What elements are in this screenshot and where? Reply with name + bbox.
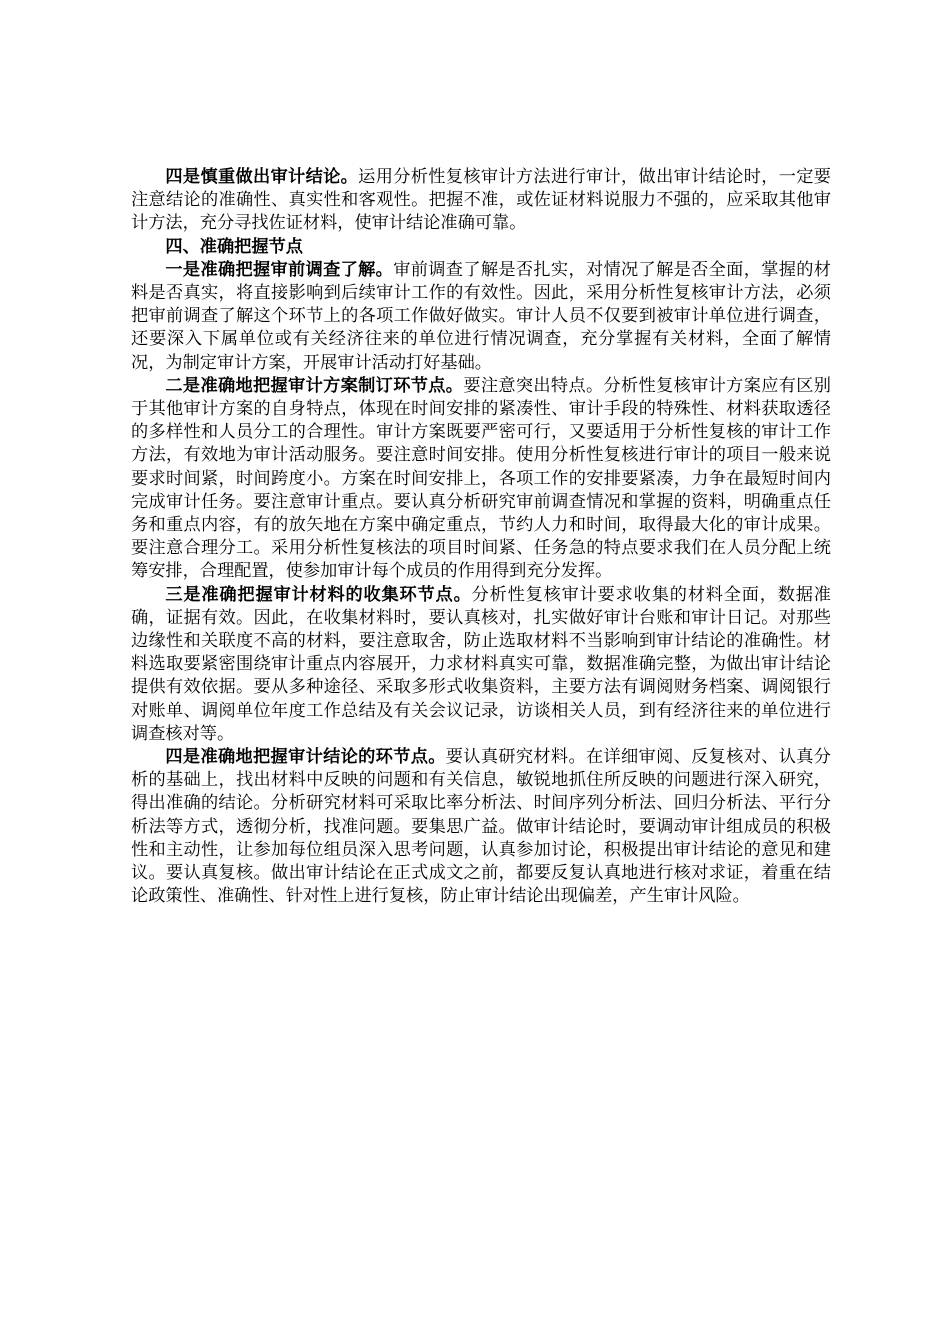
paragraph-lead: 一是准确把握审前调查了解。 bbox=[165, 259, 394, 280]
paragraph-text: 运用分析性复核审计方法进行审计，做出审计结论时，一定要注意结论的准确性、真实性和客观性。把握不准，或佐证材料说服力不强的，应采取其他审计方法，充分寻找佐证材料，使审计结论准确可靠。 bbox=[131, 167, 831, 234]
document-page bbox=[131, 166, 831, 909]
paragraph-lead: 四是准确地把握审计结论的环节点。 bbox=[165, 747, 446, 768]
paragraph-audit-conclusion bbox=[131, 746, 831, 908]
paragraph-material-collection bbox=[131, 584, 831, 746]
paragraph-text: 分析性复核审计要求收集的材料全面，数据准确，证据有效。因此，在收集材料时，要认真核对，扎实做好审计台账和审计日记。对那些边缘性和关联度不高的材料，要注意取舍，防止选取材料不当影响到审计结论的准确性。材料选取要紧密围绕审计重点内容展开，力求材料真实可靠，数据准确完整，为做出审计结论提供有效依据。要从多种途径、采取多形式收集资料，主要方法有调阅财务档案、调阅银行对账单、调阅单位年度工作总结及有关会议记录，访谈相关人员，到有经济往来的单位进行调查核对等。 bbox=[131, 584, 831, 744]
paragraph-text: 要注意突出特点。分析性复核审计方案应有区别于其他审计方案的自身特点，体现在时间安排的紧凑性、审计手段的特殊性、材料获取透径的多样性和人员分工的合理性。审计方案既要严密可行，又要适用于分析性复核的审计工作方法，有效地为审计活动服务。要注意时间安排。使用分析性复核进行审计的项目一般来说要求时间紧，时间跨度小。方案在时间安排上，各项工作的安排要紧凑，力争在最短时间内完成审计任务。要注意审计重点。要认真分析研究审前调查情况和掌握的资料，明确重点任务和重点内容，有的放矢地在方案中确定重点，节约人力和时间，取得最大化的审计成果。要注意合理分工。采用分析性复核法的项目时间紧、任务急的特点要求我们在人员分配上统筹安排，合理配置，使参加审计每个成员的作用得到充分发挥。 bbox=[131, 375, 831, 582]
paragraph-text: 审前调查了解是否扎实，对情况了解是否全面，掌握的材料是否真实，将直接影响到后续审计工作的有效性。因此，采用分析性复核审计方法，必须把审前调查了解这个环节上的各项工作做好做实。审计人员不仅要到被审计单位进行调查，还要深入下属单位或有关经济往来的单位进行情况调查，充分掌握有关材料，全面了解情况，为制定审计方案，开展审计活动打好基础。 bbox=[131, 259, 831, 373]
paragraph-lead: 三是准确把握审计材料的收集环节点。 bbox=[165, 584, 472, 605]
paragraph-text: 要认真研究材料。在详细审阅、反复核对、认真分析的基础上，找出材料中反映的问题和有关信息，敏锐地抓住所反映的问题进行深入研究，得出准确的结论。分析研究材料可采取比率分析法、时间序列分析法、回归分析法、平行分析法等方式，透彻分析，找准问题。要集思广益。做审计结论时，要调动审计组成员的积极性和主动性，让参加每位组员深入思考问题，认真参加讨论，积极提出审计结论的意见和建议。要认真复核。做出审计结论在正式成文之前，都要反复认真地进行核对求证，着重在结论政策性、准确性、针对性上进行复核，防止审计结论出现偏差，产生审计风险。 bbox=[131, 747, 831, 907]
paragraph-pre-audit-survey bbox=[131, 259, 831, 375]
section-heading: 四、准确把握节点 bbox=[165, 236, 303, 257]
paragraph-lead: 四是慎重做出审计结论。 bbox=[165, 167, 359, 187]
paragraph-audit-plan bbox=[131, 375, 831, 584]
paragraph-conclusion-caution bbox=[131, 166, 831, 236]
paragraph-lead: 二是准确地把握审计方案制订环节点。 bbox=[165, 375, 464, 396]
